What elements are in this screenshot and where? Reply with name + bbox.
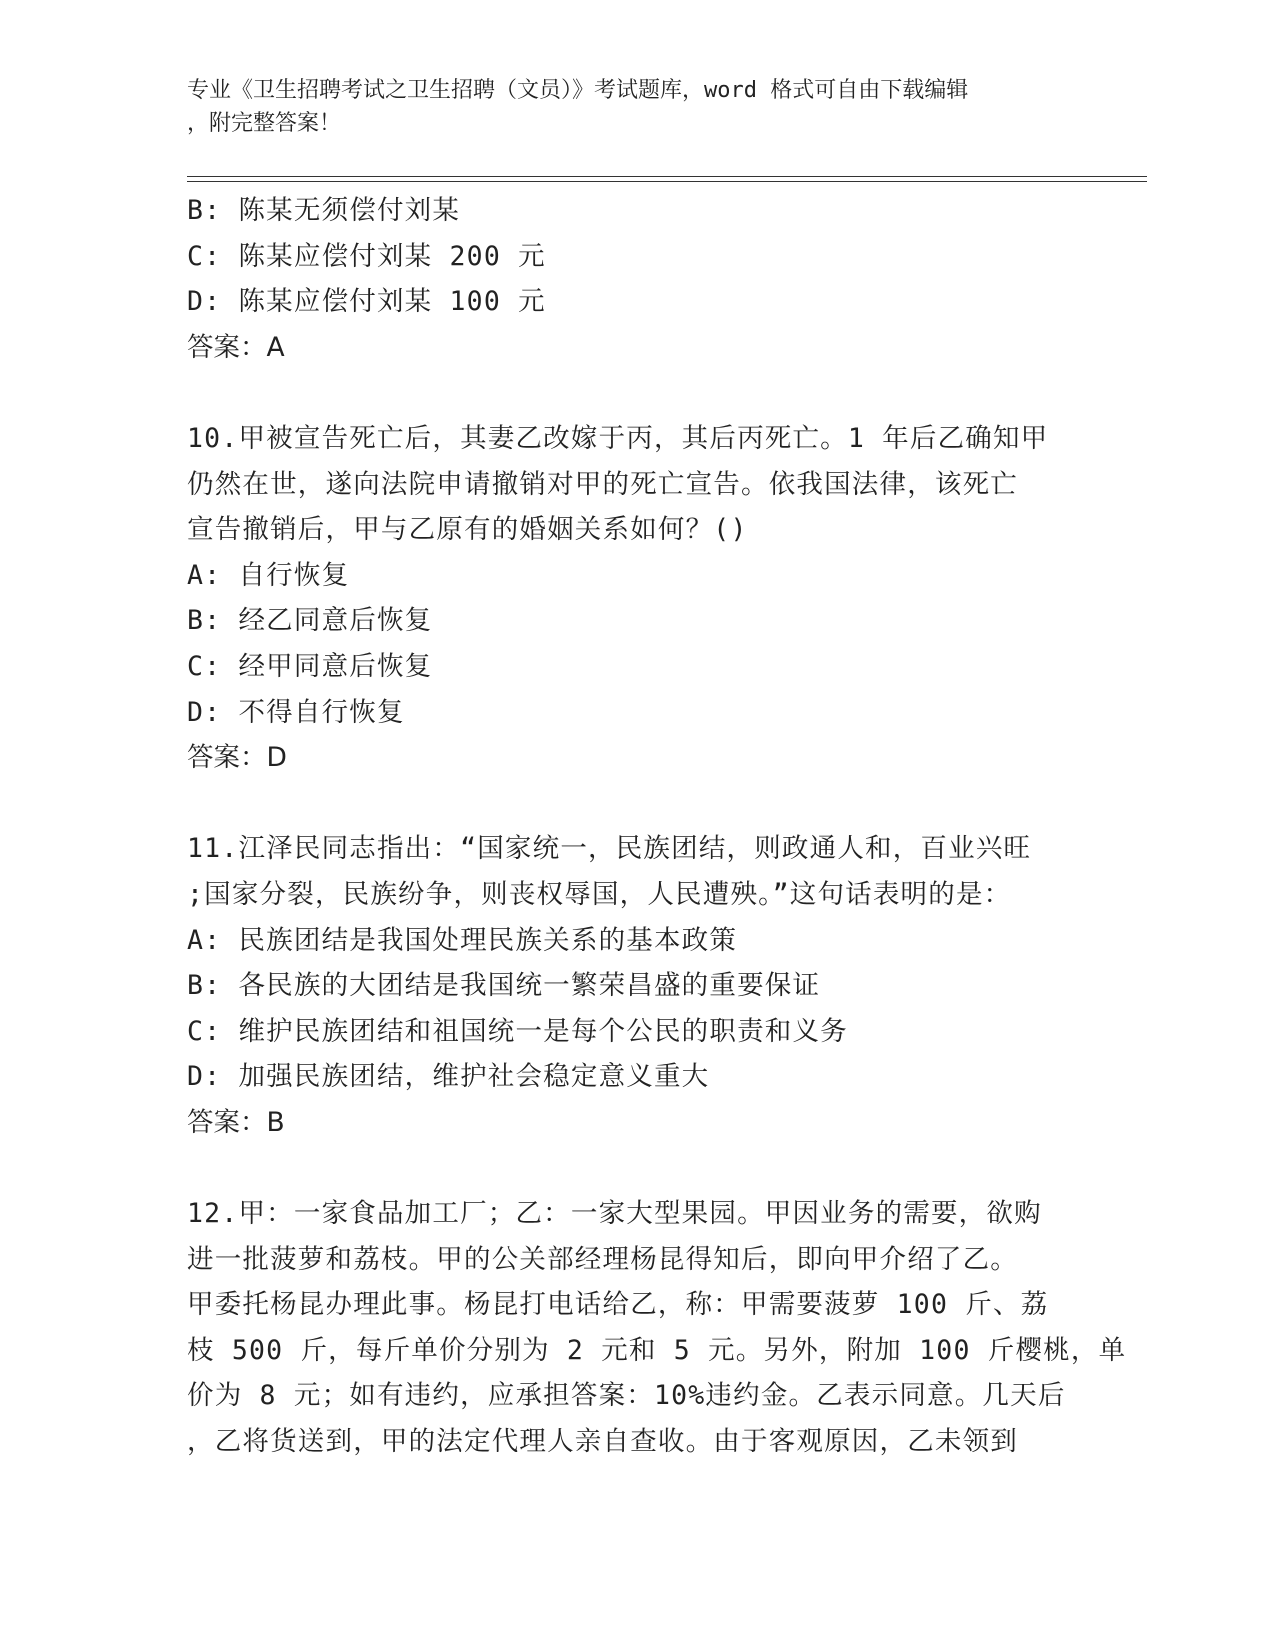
spacer <box>187 370 1087 416</box>
q9-option-c: C: 陈某应偿付刘某 200 元 <box>187 240 546 272</box>
question-9 <box>187 188 1087 370</box>
q12-stem-line-3: 甲委托杨昆办理此事。杨昆打电话给乙，称：甲需要菠萝 100 斤、荔 <box>187 1289 1049 1321</box>
q9-option-d: D: 陈某应偿付刘某 100 元 <box>187 286 546 318</box>
q10-option-a: A: 自行恢复 <box>187 559 350 591</box>
q12-stem-line-1: 12.甲：一家食品加工厂；乙：一家大型果园。甲因业务的需要，欲购 <box>187 1198 1042 1230</box>
q10-answer: 答案：D <box>187 742 287 774</box>
q12-stem-line-2: 进一批菠萝和荔枝。甲的公关部经理杨昆得知后，即向甲介绍了乙。 <box>187 1243 1018 1275</box>
q10-option-c: C: 经甲同意后恢复 <box>187 650 433 682</box>
q11-stem-line-2: ;国家分裂，民族纷争，则丧权辱国，人民遭殃。”这句话表明的是： <box>187 878 1012 910</box>
q10-option-d: D: 不得自行恢复 <box>187 696 405 728</box>
spacer <box>187 1145 1087 1191</box>
q11-option-d: D: 加强民族团结，维护社会稳定意义重大 <box>187 1061 710 1093</box>
q10-option-b: B: 经乙同意后恢复 <box>187 605 433 637</box>
q11-option-b: B: 各民族的大团结是我国统一繁荣昌盛的重要保证 <box>187 970 821 1002</box>
document-header <box>187 74 1067 140</box>
q9-option-b: B: 陈某无须偿付刘某 <box>187 195 461 226</box>
header-line-1: 专业《卫生招聘考试之卫生招聘（文员）》考试题库，word 格式可自由下载编辑 <box>187 78 969 103</box>
q10-stem-line-3: 宣告撤销后，甲与乙原有的婚姻关系如何？() <box>187 514 748 546</box>
q12-stem-line-5: 价为 8 元；如有违约，应承担答案：10%违约金。乙表示同意。几天后 <box>187 1380 1066 1412</box>
header-rule-top <box>187 176 1147 177</box>
question-10 <box>187 416 1087 781</box>
q11-option-c: C: 维护民族团结和祖国统一是每个公民的职责和义务 <box>187 1015 848 1047</box>
q11-option-a: A: 民族团结是我国处理民族关系的基本政策 <box>187 924 738 956</box>
q10-stem-line-1: 10.甲被宣告死亡后，其妻乙改嫁于丙，其后丙死亡。1 年后乙确知甲 <box>187 422 1049 454</box>
question-12 <box>187 1191 1127 1465</box>
q10-stem-line-2: 仍然在世，遂向法院申请撤销对甲的死亡宣告。依我国法律，该死亡 <box>187 468 1018 500</box>
question-11 <box>187 826 1087 1145</box>
q9-answer: 答案：A <box>187 331 285 363</box>
q12-stem-line-6: ，乙将货送到，甲的法定代理人亲自查收。由于客观原因，乙未领到 <box>187 1426 1018 1458</box>
spacer <box>187 781 1087 827</box>
header-rule-bottom <box>187 181 1147 182</box>
q11-answer: 答案：B <box>187 1106 285 1138</box>
q12-stem-line-4: 枝 500 斤，每斤单价分别为 2 元和 5 元。另外，附加 100 斤樱桃，单 <box>187 1334 1127 1366</box>
header-line-2: ，附完整答案！ <box>187 111 342 136</box>
document-body <box>187 188 1127 1465</box>
q11-stem-line-1: 11.江泽民同志指出：“国家统一，民族团结，则政通人和，百业兴旺 <box>187 833 1032 865</box>
